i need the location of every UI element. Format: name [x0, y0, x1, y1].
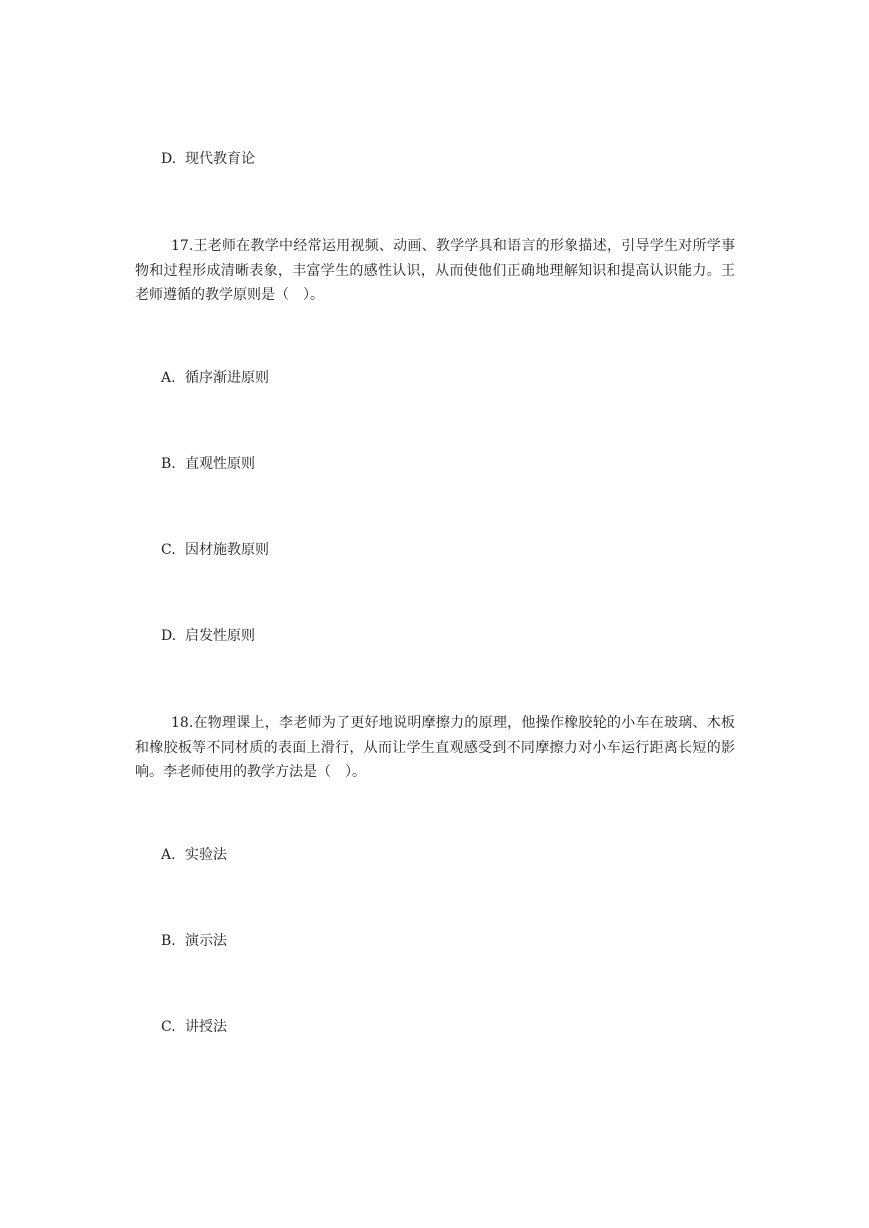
- q17-option-c: [161, 540, 269, 560]
- question-17-stem: 17.王老师在教学中经常运用视频、动画、教学学具和语言的形象描述，引导学生对所学事物和过程形成清晰表象，丰富学生的感性认识，从而使他们正确地理解知识和提高认识能力。王老师遵循的教学原则是（ ）。: [135, 238, 735, 303]
- option-letter: C.: [161, 1019, 176, 1035]
- option-text: 实验法: [185, 847, 227, 863]
- option-text: 现代教育论: [185, 151, 255, 167]
- option-letter: B.: [161, 933, 176, 949]
- option-text: 循序渐进原则: [185, 370, 269, 386]
- option-letter: A.: [161, 370, 176, 386]
- option-text: 讲授法: [185, 1019, 227, 1035]
- option-text: 启发性原则: [185, 628, 255, 644]
- option-letter: D.: [161, 628, 177, 644]
- q18-option-b: [161, 931, 227, 951]
- q17-option-a: [161, 368, 269, 388]
- option-text: 因材施教原则: [185, 542, 269, 558]
- q18-option-a: [161, 845, 227, 865]
- q17-option-b: [161, 454, 255, 474]
- option-letter: C.: [161, 542, 176, 558]
- q17-option-d: [161, 626, 255, 646]
- option-letter: A.: [161, 847, 176, 863]
- option-letter: D.: [161, 151, 177, 167]
- option-letter: B.: [161, 456, 176, 472]
- question-18-stem: 18.在物理课上，李老师为了更好地说明摩擦力的原理，他操作橡胶轮的小车在玻璃、木板和橡胶板等不同材质的表面上滑行，从而让学生直观感受到不同摩擦力对小车运行距离长短的影响。李老师使用的教学方法是（ ）。: [135, 715, 735, 780]
- option-text: 演示法: [185, 933, 227, 949]
- q18-option-c: [161, 1017, 227, 1037]
- prev-option-d: [161, 149, 255, 169]
- option-text: 直观性原则: [185, 456, 255, 472]
